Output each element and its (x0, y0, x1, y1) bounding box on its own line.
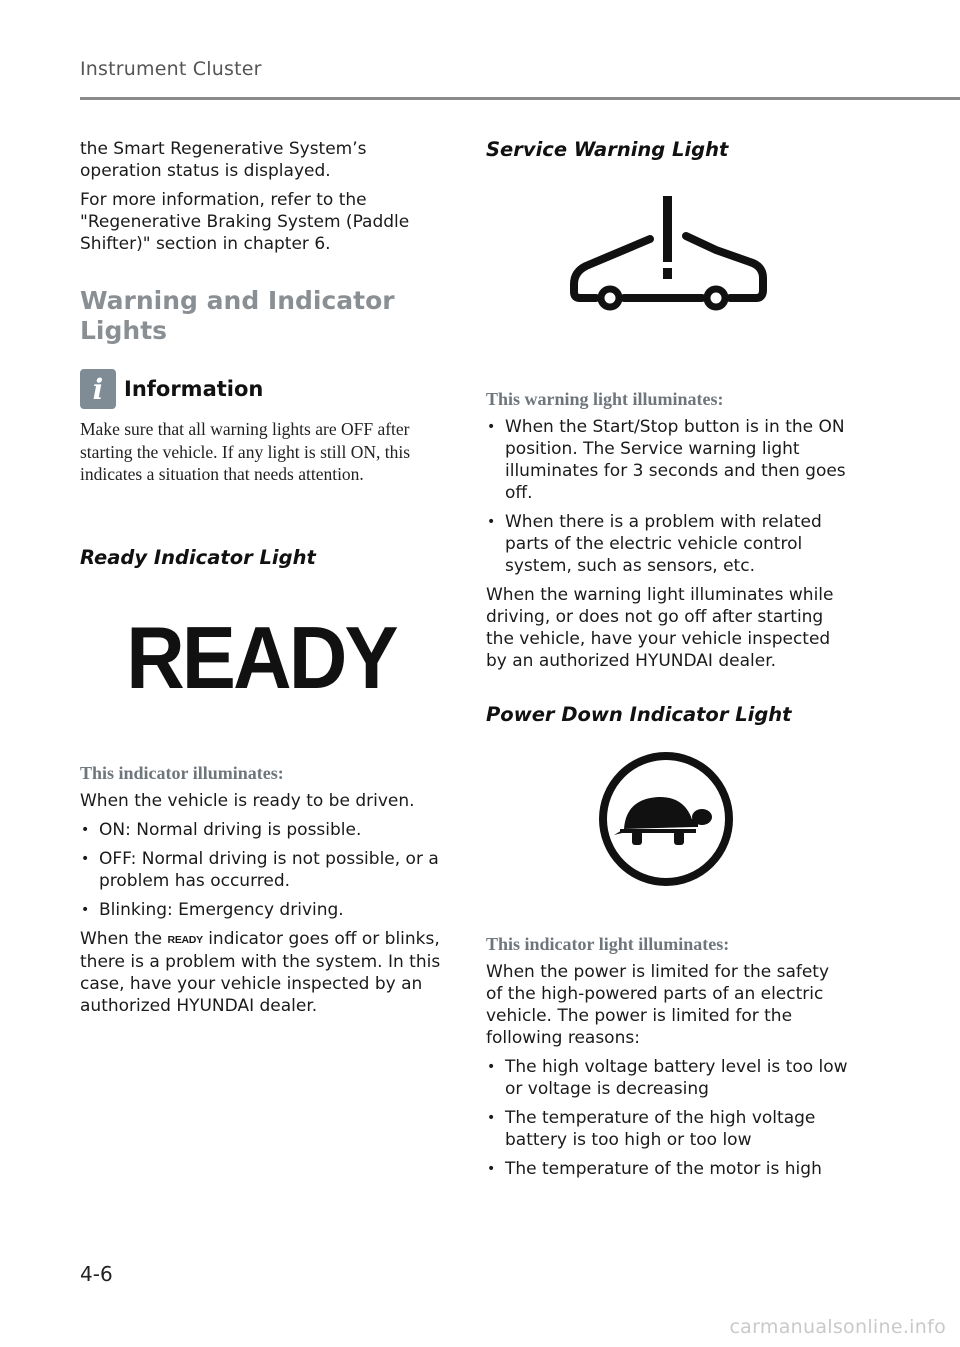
car-warning-icon (566, 192, 776, 312)
service-lead: This warning light illuminates: (486, 389, 724, 409)
service-paragraph: When the warning light illuminates while driving, or does not go off after starting the vehicle, have your vehicle inspected by an authorized HYUNDAI dealer. (486, 585, 834, 671)
ready-lead: This indicator illuminates: (80, 762, 284, 783)
ready-indicator-title: Ready Indicator Light (80, 545, 316, 569)
info-box-heading (80, 368, 442, 410)
power-icon-container (486, 749, 850, 889)
power-lead: This indicator light illuminates: (486, 934, 730, 954)
ready-icon: READY (126, 607, 396, 707)
service-bullet-list (486, 416, 850, 577)
ready-icon-container (80, 607, 442, 707)
list-item: • The high voltage battery level is too low or voltage is decreasing (486, 1056, 850, 1100)
info-icon: i (80, 369, 116, 409)
intro-paragraph-2: For more information, refer to the "Regenerative Braking System (Paddle Shifter)" section in chapter 6. (80, 190, 410, 254)
list-item: • The temperature of the motor is high (486, 1158, 850, 1180)
list-item: • When there is a problem with related parts of the electric vehicle control system, such as sensors, etc. (486, 511, 850, 577)
power-down-title: Power Down Indicator Light (486, 703, 792, 726)
power-bullet-list (486, 1056, 850, 1180)
intro-paragraph-1: the Smart Regenerative System’s operation status is displayed. (80, 139, 367, 181)
list-item: • OFF: Normal driving is not possible, or a problem has occurred. (80, 848, 442, 892)
ready-p2-after: indicator goes off or blinks, there is a problem with the system. In this case, have your vehicle inspected by an authorized HYUNDAI dealer. (80, 928, 441, 1016)
left-column (80, 138, 442, 1024)
ready-p2-before: When the (80, 928, 163, 949)
header-rule (80, 97, 960, 100)
ready-bullet-list (80, 819, 442, 921)
service-icon-container (486, 192, 850, 332)
power-paragraph: When the power is limited for the safety of the high-powered parts of an electric vehicle. The power is limited for the following reasons: (486, 962, 830, 1048)
section-title: Warning and Indicator Lights (80, 286, 395, 345)
right-column (486, 138, 850, 1187)
list-item: • Blinking: Emergency driving. (80, 899, 442, 921)
header-title: Instrument Cluster (80, 58, 262, 80)
service-warning-title: Service Warning Light (486, 138, 729, 161)
watermark: carmanualsonline.info (729, 1316, 946, 1338)
info-text: Make sure that all warning lights are OFF after starting the vehicle. If any light is still ON, this indicates a situation that needs attention. (80, 419, 411, 484)
info-title: Information (124, 377, 264, 401)
page-number: 4-6 (80, 1262, 113, 1286)
ready-paragraph-1: When the vehicle is ready to be driven. (80, 790, 415, 811)
ready-inline-icon: READY (167, 933, 203, 946)
turtle-icon (596, 749, 736, 889)
list-item: • The temperature of the high voltage battery is too high or too low (486, 1107, 850, 1151)
ready-paragraph-2 (80, 928, 442, 1017)
list-item: • When the Start/Stop button is in the ON position. The Service warning light illuminates for 3 seconds and then goes off. (486, 416, 850, 504)
list-item: • ON: Normal driving is possible. (80, 819, 442, 841)
